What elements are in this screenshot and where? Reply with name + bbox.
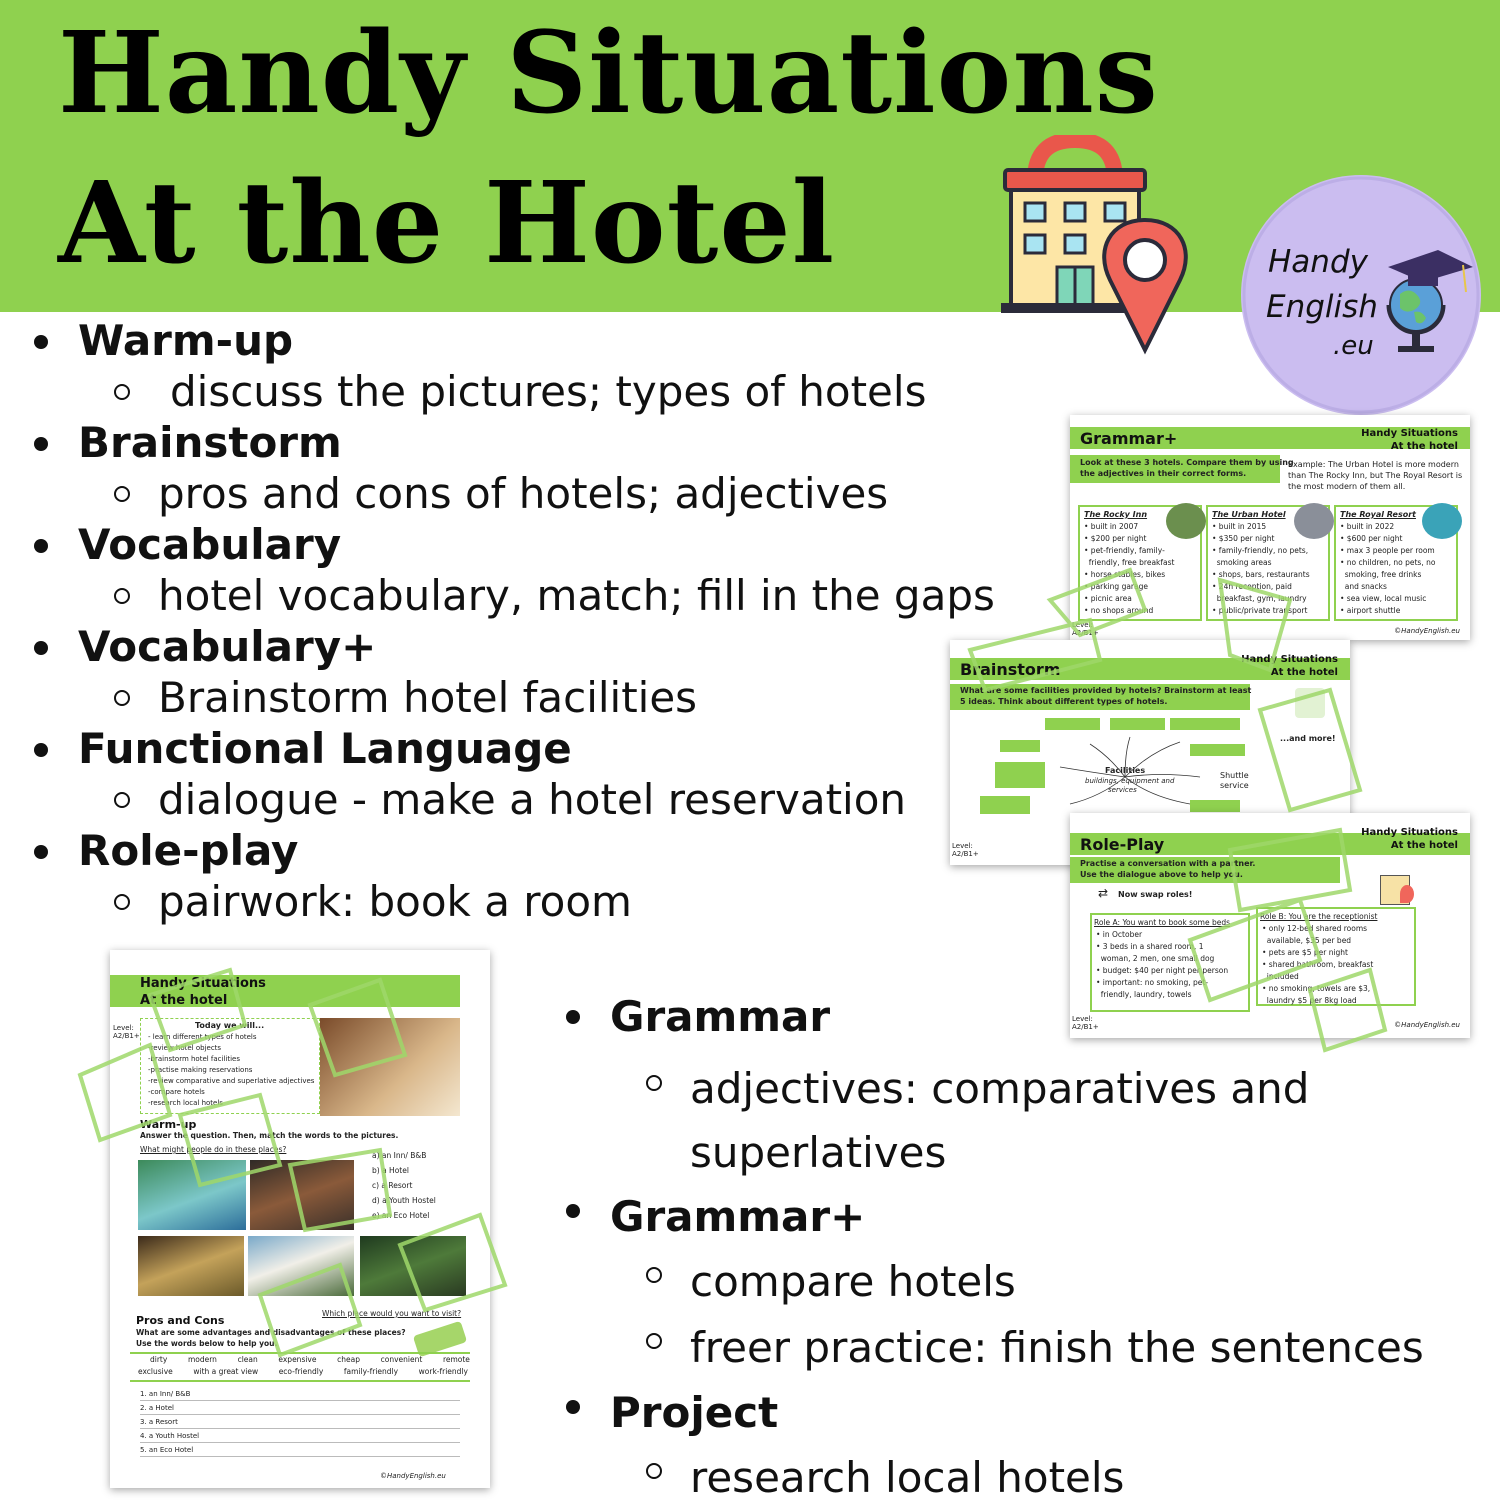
role-a-line: woman, 2 men, one small dog (1096, 954, 1215, 963)
today-title: Today we will... (195, 1021, 265, 1030)
hotel-detail-line: • pet-friendly, family- (1084, 546, 1165, 555)
slide-instruction: 5 ideas. Think about different types of hotels. (960, 697, 1168, 706)
slide-subtitle: At the hotel (1390, 840, 1458, 851)
slide-example: than The Rocky Inn, but The Royal Resort is (1288, 471, 1463, 480)
worksheet-thumbnail (110, 950, 490, 1488)
hotel-detail-line: • built in 2022 (1340, 522, 1395, 531)
page-title-line2: At the Hotel (58, 158, 836, 289)
hotel-detail-line: • picnic area (1084, 594, 1132, 603)
hotel-name: The Rocky Inn (1084, 510, 1148, 519)
pros-cons-instruction: What are some advantages and disadvantages of these places? (136, 1328, 406, 1337)
warmup-question: What might people do in these places? (140, 1145, 287, 1154)
hotel-detail-line: smoking areas (1212, 558, 1272, 567)
slide-example: Example: The Urban Hotel is more modern (1288, 460, 1459, 469)
slide-level: A2/B1+ (1072, 1023, 1099, 1031)
worksheet-copyright: ©HandyEnglish.eu (380, 1472, 446, 1480)
slide-level: Level: (1072, 621, 1093, 629)
slide-title: Brainstorm (960, 660, 1061, 679)
topic-heading-grammar: Grammar (562, 991, 1472, 1043)
match-option: e) an Eco Hotel (372, 1211, 430, 1220)
worksheet-title: At the hotel (140, 993, 228, 1008)
swap-roles-text: Now swap roles! (1118, 890, 1193, 899)
brainstorm-shuttle: Shuttle (1220, 771, 1249, 780)
worksheet-level: A2/B1+ (113, 1032, 140, 1040)
hotel-detail-line: • no children, no pets, no (1340, 558, 1436, 567)
slide-subtitle: Handy Situations (1361, 428, 1458, 439)
slide-subtitle: Handy Situations (1241, 654, 1338, 665)
today-line: -review hotel objects (148, 1044, 222, 1052)
hotel-detail-line: • shops, bars, restaurants (1212, 570, 1310, 579)
worksheet-level: Level: (113, 1024, 134, 1032)
role-b-line: • shared bathroom, breakfast (1262, 960, 1374, 969)
slide-instruction: What are some facilities provided by hotels? Brainstorm at least (960, 686, 1252, 695)
word-bank-item: cheap (337, 1355, 360, 1364)
hotel-detail-line: • 24h reception, paid (1212, 582, 1292, 591)
word-bank-item: dirty (150, 1355, 168, 1364)
role-b-line: • pets are $5 per night (1262, 948, 1348, 957)
page-title-line1: Handy Situations (58, 8, 1159, 139)
topic-heading-brainstorm: Brainstorm (30, 418, 1030, 468)
left-topic-list (30, 316, 1030, 928)
logo-text-line2: English (1266, 289, 1378, 325)
word-bank-item: convenient (380, 1355, 423, 1364)
hotel-detail-line: friendly, free breakfast (1084, 558, 1175, 567)
today-line: -research local hotels (148, 1099, 223, 1107)
word-bank-item: work-friendly (418, 1367, 468, 1376)
brainstorm-more: ...and more! (1280, 734, 1336, 743)
role-a-line: friendly, laundry, towels (1096, 990, 1192, 999)
slide-title: Role-Play (1080, 835, 1165, 854)
role-b-line: included (1262, 972, 1299, 981)
numbered-line: 4. a Youth Hostel (140, 1430, 460, 1443)
role-b-title: Role B: You are the receptionist (1260, 912, 1378, 921)
role-a-line: • budget: $40 per night per person (1096, 966, 1229, 975)
topic-detail-grammar: adjectives: comparatives and superlatives (562, 1057, 1472, 1185)
slide-copyright: ©HandyEnglish.eu (1394, 627, 1460, 635)
topic-heading-role-play: Role-play (30, 826, 1030, 876)
role-a-title: Role A: You want to book some beds (1094, 918, 1230, 927)
topic-heading-warmup: Warm-up (30, 316, 1030, 366)
numbered-line: 2. a Hotel (140, 1402, 460, 1415)
hotel-detail-line: • sea view, local music (1340, 594, 1427, 603)
role-a-line: • important: no smoking, pet- (1096, 978, 1209, 987)
today-line: -brainstorm hotel facilities (148, 1055, 241, 1063)
today-line: -compare hotels (148, 1088, 205, 1096)
slide-copyright: ©HandyEnglish.eu (1394, 1021, 1460, 1029)
topic-heading-project: Project (562, 1381, 1472, 1445)
topic-detail-project: research local hotels (562, 1445, 1472, 1511)
hotel-detail-line: • built in 2007 (1084, 522, 1139, 531)
topic-detail-vocabulary-plus: Brainstorm hotel facilities (30, 672, 1030, 724)
slide-level: Level: (952, 842, 973, 850)
swap-icon: ⇄ (1098, 886, 1109, 900)
word-bank-item: family-friendly (343, 1367, 399, 1376)
topic-heading-grammar-plus: Grammar+ (562, 1185, 1472, 1249)
slide-title: Grammar+ (1080, 429, 1178, 448)
hotel-name: The Royal Resort (1340, 510, 1416, 519)
logo-text-line3: .eu (1333, 331, 1374, 361)
today-line: -practise making reservations (148, 1066, 253, 1074)
word-bank-item: exclusive (138, 1367, 173, 1376)
hotel-detail-line: • airport shuttle (1340, 606, 1401, 615)
hotel-detail-line: • horse stables, bikes (1084, 570, 1166, 579)
numbered-line: 3. a Resort (140, 1416, 460, 1429)
slide-level: Level: (1072, 1015, 1093, 1023)
numbered-line: 1. an Inn/ B&B (140, 1388, 460, 1401)
match-option: b) a Hotel (372, 1166, 409, 1175)
hotel-detail-line: smoking, free drinks (1340, 570, 1422, 579)
word-bank-item: clean (237, 1355, 258, 1364)
topic-heading-functional-language: Functional Language (30, 724, 1030, 774)
hotel-detail-line: • parking garage (1084, 582, 1148, 591)
slide-level: A2/B1+ (952, 850, 979, 858)
topic-detail-functional-language: dialogue - make a hotel reservation (30, 774, 1030, 826)
brainstorm-center: services (1108, 786, 1137, 794)
hotel-detail-line: • no shops around (1084, 606, 1154, 615)
word-bank-item: modern (187, 1355, 217, 1364)
hotel-detail-line: • $200 per night (1084, 534, 1147, 543)
topic-heading-vocabulary-plus: Vocabulary+ (30, 622, 1030, 672)
topic-detail-grammar-plus-1: compare hotels (562, 1249, 1472, 1315)
role-b-line: available, $35 per bed (1262, 936, 1352, 945)
slide-subtitle: At the hotel (1390, 441, 1458, 452)
topic-detail-grammar-plus-2: freer practice: finish the sentences (562, 1315, 1472, 1381)
match-option: c) a Resort (372, 1181, 413, 1190)
slide-instruction: Practise a conversation with a partner. (1080, 859, 1256, 868)
role-b-line: laundry $5 per 8kg load (1262, 996, 1357, 1005)
hotel-detail-line: • public/private transport (1212, 606, 1308, 615)
hotel-detail-line: • $350 per night (1212, 534, 1275, 543)
slide-instruction: the adjectives in their correct forms. (1080, 469, 1247, 478)
role-a-line: • 3 beds in a shared room, 1 (1096, 942, 1204, 951)
word-bank-item: eco-friendly (278, 1367, 324, 1376)
word-bank-item: expensive (278, 1355, 317, 1364)
topic-detail-brainstorm: pros and cons of hotels; adjectives (30, 468, 1030, 520)
role-b-line: • only 12-bed shared rooms (1262, 924, 1368, 933)
role-b-line: • no smoking, towels are $3, (1262, 984, 1371, 993)
match-option: a) an Inn/ B&B (372, 1151, 427, 1160)
slide-instruction: Use the dialogue above to help you. (1080, 870, 1243, 879)
right-topic-list (562, 991, 1472, 1511)
slide-level: A2/B1+ (1072, 629, 1099, 637)
warmup-title: Warm-up (140, 1118, 197, 1131)
word-bank-item: with a great view (193, 1367, 259, 1376)
pros-cons-instruction: Use the words below to help you. (136, 1339, 278, 1348)
hotel-detail-line: • $600 per night (1340, 534, 1403, 543)
hotel-detail-line: • max 3 people per room (1340, 546, 1435, 555)
slide-instruction: Look at these 3 hotels. Compare them by using (1080, 458, 1294, 467)
topic-heading-vocabulary: Vocabulary (30, 520, 1030, 570)
word-bank-item: remote (442, 1355, 470, 1364)
brainstorm-shuttle: service (1220, 781, 1249, 790)
today-line: - learn different types of hotels (148, 1033, 257, 1041)
slide-subtitle: Handy Situations (1361, 827, 1458, 838)
hotel-detail-line: • built in 2015 (1212, 522, 1267, 531)
slide-subtitle: At the hotel (1270, 667, 1338, 678)
brainstorm-center: Facilities (1105, 766, 1146, 775)
logo-text-line1: Handy (1268, 244, 1368, 280)
numbered-line: 5. an Eco Hotel (140, 1444, 460, 1457)
visit-question: Which place would you want to visit? (322, 1309, 462, 1318)
slide-thumbnail-grammar (1070, 415, 1470, 640)
role-a-line: • in October (1096, 930, 1143, 939)
topic-detail-warmup: discuss the pictures; types of hotels (30, 366, 1030, 418)
slide-example: the most modern of them all. (1288, 482, 1406, 491)
hotel-detail-line: breakfast, gym, laundry (1212, 594, 1307, 603)
topic-detail-role-play: pairwork: book a room (30, 876, 1030, 928)
hotel-name: The Urban Hotel (1212, 510, 1286, 519)
pros-cons-title: Pros and Cons (136, 1314, 225, 1327)
brainstorm-center: buildings, equipment and (1085, 777, 1175, 785)
hotel-detail-line: • family-friendly, no pets, (1212, 546, 1309, 555)
hotel-detail-line: and snacks (1340, 582, 1387, 591)
handy-english-logo (1238, 172, 1484, 418)
worksheet-title: Handy Situations (140, 976, 266, 991)
today-line: -review comparative and superlative adjectives (148, 1077, 315, 1085)
warmup-instruction: Answer the question. Then, match the words to the pictures. (140, 1131, 399, 1140)
match-option: d) a Youth Hostel (372, 1196, 436, 1205)
topic-detail-vocabulary: hotel vocabulary, match; fill in the gaps (30, 570, 1030, 622)
